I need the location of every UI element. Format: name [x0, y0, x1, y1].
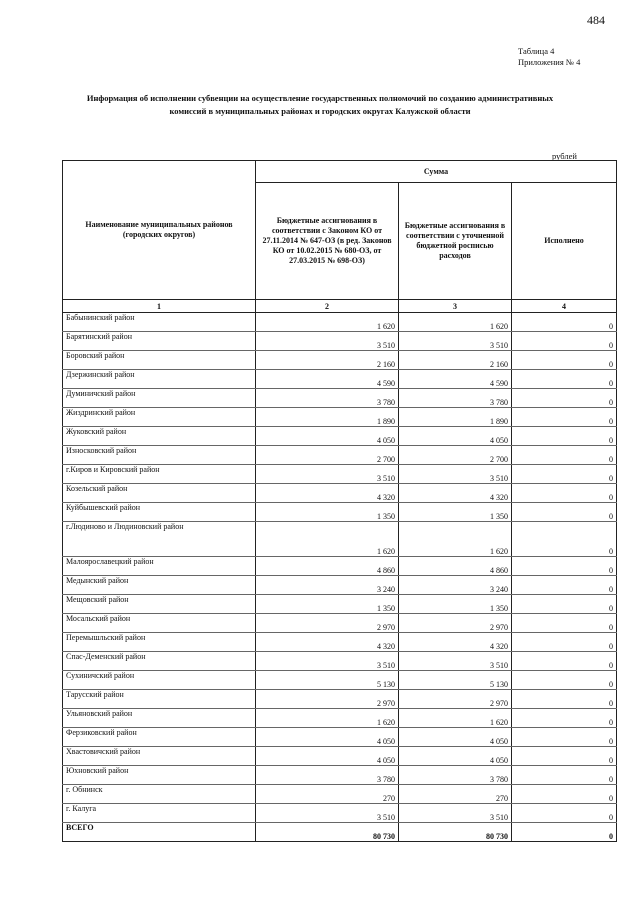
header-col2: Бюджетные ассигнования в соответствии с Законом КО от 27.11.2014 № 647-ОЗ (в ред. Законов КО от 10.02.2015 № 680-ОЗ, от 27.03.2015 № 698-ОЗ) — [256, 183, 399, 300]
district-name: Мещовский район — [63, 595, 256, 614]
allocation-schedule: 3 780 — [399, 766, 512, 785]
district-name: Медынский район — [63, 576, 256, 595]
table-row — [63, 785, 617, 804]
column-number: 1 — [63, 300, 256, 313]
table-row — [63, 389, 617, 408]
allocation-schedule: 3 780 — [399, 389, 512, 408]
allocation-law: 1 620 — [256, 522, 399, 557]
table-row — [63, 728, 617, 747]
district-name: Юхновский район — [63, 766, 256, 785]
district-name: Перемышльский район — [63, 633, 256, 652]
district-name: г. Обнинск — [63, 785, 256, 804]
allocation-law: 4 320 — [256, 633, 399, 652]
district-name: Бабынинский район — [63, 313, 256, 332]
executed-amount: 0 — [512, 446, 617, 465]
table-row — [63, 709, 617, 728]
table-row — [63, 690, 617, 709]
executed-amount: 0 — [512, 766, 617, 785]
table-row — [63, 576, 617, 595]
executed-amount: 0 — [512, 370, 617, 389]
allocation-law: 3 780 — [256, 389, 399, 408]
allocation-law: 1 620 — [256, 709, 399, 728]
allocation-schedule: 4 050 — [399, 427, 512, 446]
allocation-law: 270 — [256, 785, 399, 804]
allocation-schedule: 3 510 — [399, 804, 512, 823]
district-name: Думиничский район — [63, 389, 256, 408]
column-number: 4 — [512, 300, 617, 313]
table-row — [63, 332, 617, 351]
page-number: 484 — [587, 13, 605, 27]
executed-amount: 0 — [512, 465, 617, 484]
district-name: Ферзиковский район — [63, 728, 256, 747]
executed-amount: 0 — [512, 671, 617, 690]
allocation-schedule: 4 860 — [399, 557, 512, 576]
appendix-label: Приложения № 4 — [518, 57, 581, 67]
table-row — [63, 766, 617, 785]
executed-amount: 0 — [512, 332, 617, 351]
allocation-schedule: 5 130 — [399, 671, 512, 690]
table-row — [63, 652, 617, 671]
allocation-schedule: 4 050 — [399, 747, 512, 766]
district-name: Дзержинский район — [63, 370, 256, 389]
allocation-schedule: 1 350 — [399, 595, 512, 614]
executed-amount: 0 — [512, 503, 617, 522]
executed-amount: 0 — [512, 728, 617, 747]
allocation-schedule: 2 970 — [399, 614, 512, 633]
table-row — [63, 446, 617, 465]
column-number: 2 — [256, 300, 399, 313]
header-name: Наименование муниципальных районов (городских округов) — [63, 161, 256, 300]
allocation-schedule: 1 620 — [399, 522, 512, 557]
allocation-law: 3 510 — [256, 804, 399, 823]
executed-amount: 0 — [512, 484, 617, 503]
table-label: Таблица 4 — [518, 46, 555, 56]
executed-amount: 0 — [512, 709, 617, 728]
executed-amount: 0 — [512, 408, 617, 427]
executed-amount: 0 — [512, 522, 617, 557]
subvention-table — [62, 160, 617, 842]
table-row — [63, 427, 617, 446]
header-col3: Бюджетные ассигнования в соответствии с уточненной бюджетной росписью расходов — [399, 183, 512, 300]
allocation-law: 4 860 — [256, 557, 399, 576]
district-name: Куйбышевский район — [63, 503, 256, 522]
allocation-schedule: 2 160 — [399, 351, 512, 370]
district-name: Сухиничский район — [63, 671, 256, 690]
allocation-schedule: 4 050 — [399, 728, 512, 747]
allocation-law: 2 970 — [256, 614, 399, 633]
executed-amount: 0 — [512, 313, 617, 332]
executed-amount: 0 — [512, 614, 617, 633]
allocation-law: 4 050 — [256, 747, 399, 766]
allocation-law: 3 510 — [256, 652, 399, 671]
column-number: 3 — [399, 300, 512, 313]
allocation-schedule: 270 — [399, 785, 512, 804]
district-name: Малоярославецкий район — [63, 557, 256, 576]
table-row — [63, 595, 617, 614]
allocation-schedule: 1 620 — [399, 313, 512, 332]
executed-amount: 0 — [512, 427, 617, 446]
total-col4: 0 — [512, 823, 617, 842]
table-row — [63, 465, 617, 484]
table-row — [63, 484, 617, 503]
executed-amount: 0 — [512, 633, 617, 652]
allocation-law: 1 620 — [256, 313, 399, 332]
attachment-label — [518, 46, 580, 68]
executed-amount: 0 — [512, 690, 617, 709]
allocation-schedule: 4 590 — [399, 370, 512, 389]
document-title: Информация об исполнении субвенции на осуществление государственных полномочий по созданию административных комиссий в муниципальных районах и городских округах Калужской области — [86, 93, 554, 116]
table-row — [63, 747, 617, 766]
allocation-schedule: 1 890 — [399, 408, 512, 427]
allocation-schedule: 3 510 — [399, 332, 512, 351]
table-row — [63, 503, 617, 522]
district-name: Барятинский район — [63, 332, 256, 351]
allocation-schedule: 2 970 — [399, 690, 512, 709]
table-row — [63, 671, 617, 690]
district-name: Боровский район — [63, 351, 256, 370]
allocation-schedule: 3 510 — [399, 465, 512, 484]
allocation-schedule: 3 240 — [399, 576, 512, 595]
executed-amount: 0 — [512, 804, 617, 823]
allocation-schedule: 4 320 — [399, 633, 512, 652]
district-name: г. Калуга — [63, 804, 256, 823]
header-col4: Исполнено — [512, 183, 617, 300]
allocation-schedule: 1 620 — [399, 709, 512, 728]
allocation-law: 1 890 — [256, 408, 399, 427]
table-body — [63, 313, 617, 823]
total-col2: 80 730 — [256, 823, 399, 842]
table-row — [63, 804, 617, 823]
header-sum: Сумма — [256, 161, 617, 183]
allocation-law: 4 050 — [256, 728, 399, 747]
allocation-law: 4 590 — [256, 370, 399, 389]
allocation-law: 2 160 — [256, 351, 399, 370]
table-row — [63, 408, 617, 427]
allocation-law: 3 510 — [256, 332, 399, 351]
district-name: Износковский район — [63, 446, 256, 465]
executed-amount: 0 — [512, 785, 617, 804]
allocation-law: 4 320 — [256, 484, 399, 503]
total-label: ВСЕГО — [63, 823, 256, 842]
allocation-law: 1 350 — [256, 595, 399, 614]
total-row — [63, 823, 617, 842]
table-row — [63, 522, 617, 557]
total-col3: 80 730 — [399, 823, 512, 842]
allocation-law: 2 700 — [256, 446, 399, 465]
allocation-law: 3 240 — [256, 576, 399, 595]
district-name: г.Киров и Кировский район — [63, 465, 256, 484]
allocation-law: 5 130 — [256, 671, 399, 690]
district-name: Мосальский район — [63, 614, 256, 633]
table-row — [63, 351, 617, 370]
district-name: Козельский район — [63, 484, 256, 503]
allocation-law: 3 510 — [256, 465, 399, 484]
table-row — [63, 633, 617, 652]
allocation-law: 3 780 — [256, 766, 399, 785]
executed-amount: 0 — [512, 747, 617, 766]
column-numbers-row — [63, 300, 617, 313]
allocation-schedule: 2 700 — [399, 446, 512, 465]
executed-amount: 0 — [512, 389, 617, 408]
allocation-schedule: 3 510 — [399, 652, 512, 671]
district-name: Ульяновский район — [63, 709, 256, 728]
allocation-law: 1 350 — [256, 503, 399, 522]
district-name: Хвастовичский район — [63, 747, 256, 766]
district-name: г.Людиново и Людиновский район — [63, 522, 256, 557]
allocation-law: 4 050 — [256, 427, 399, 446]
executed-amount: 0 — [512, 351, 617, 370]
units-label: рублей — [552, 151, 577, 161]
allocation-schedule: 1 350 — [399, 503, 512, 522]
executed-amount: 0 — [512, 557, 617, 576]
district-name: Спас-Деменский район — [63, 652, 256, 671]
district-name: Жиздринский район — [63, 408, 256, 427]
table-row — [63, 614, 617, 633]
executed-amount: 0 — [512, 652, 617, 671]
allocation-schedule: 4 320 — [399, 484, 512, 503]
executed-amount: 0 — [512, 595, 617, 614]
executed-amount: 0 — [512, 576, 617, 595]
district-name: Тарусский район — [63, 690, 256, 709]
allocation-law: 2 970 — [256, 690, 399, 709]
table-row — [63, 557, 617, 576]
table-row — [63, 313, 617, 332]
table-row — [63, 370, 617, 389]
district-name: Жуковский район — [63, 427, 256, 446]
